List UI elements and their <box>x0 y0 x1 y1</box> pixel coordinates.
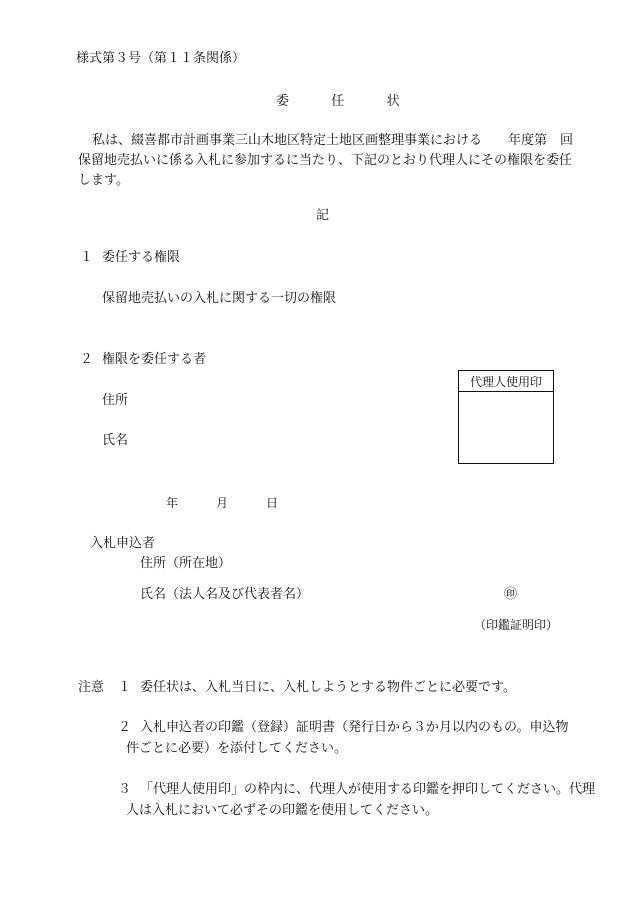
applicant-heading: 入札申込者 <box>90 536 156 551</box>
seal-mark: ㊞ <box>504 587 518 602</box>
section2-number: ２ <box>80 352 94 367</box>
note-1-number: １ <box>118 680 132 695</box>
note-2-line-2: 件ごとに必要）を添付してください。 <box>126 741 348 756</box>
section1-heading: 委任する権限 <box>102 250 181 265</box>
note-3-line-1: 「代理人使用印」の枠内に、代理人が使用する印鑑を押印してください。代理 <box>140 782 596 797</box>
agent-stamp-box <box>458 370 554 464</box>
date-month: 月 <box>216 496 229 510</box>
form-number: 様式第３号（第１１条関係） <box>76 51 246 66</box>
note-3-line-2: 人は入札において必ずその印鑑を使用してください。 <box>126 803 439 818</box>
note-3-number: ３ <box>118 782 132 797</box>
note-2-number: ２ <box>118 720 132 735</box>
note-2-line-1: 入札申込者の印鑑（登録）証明書（発行日から３か月以内のもの。申込物 <box>140 720 569 735</box>
date-year: 年 <box>166 496 179 510</box>
section2-heading: 権限を委任する者 <box>102 352 207 367</box>
applicant-name-label: 氏名（法人名及び代表者名） <box>140 587 310 602</box>
document-title <box>276 95 400 108</box>
applicant-address-label: 住所（所在地） <box>140 556 232 571</box>
intro-line-1: 私は、綴喜都市計画事業三山木地区特定土地区画整理事業における 年度第 回 <box>92 133 574 148</box>
section1-body: 保留地売払いの入札に関する一切の権限 <box>102 291 337 306</box>
agent-stamp-label: 代理人使用印 <box>459 371 553 392</box>
notes-label: 注意 <box>78 680 105 695</box>
agent-address-label: 住所 <box>102 393 129 408</box>
title-char-3: 状 <box>386 94 400 109</box>
agent-name-label: 氏名 <box>102 433 129 448</box>
intro-line-3: します。 <box>78 173 129 188</box>
title-char-2: 任 <box>331 94 345 109</box>
intro-line-2: 保留地売払いに係る入札に参加するに当たり、下記のとおり代理人にその権限を委任 <box>78 153 573 168</box>
seal-note: （印鑑証明印） <box>474 618 559 632</box>
section1-number: １ <box>80 250 94 265</box>
ki-heading: 記 <box>316 208 330 223</box>
date-day: 日 <box>266 496 279 510</box>
title-char-1: 委 <box>276 94 290 109</box>
note-1-line-1: 委任状は、入札当日に、入札しようとする物件ごとに必要です。 <box>140 680 516 695</box>
